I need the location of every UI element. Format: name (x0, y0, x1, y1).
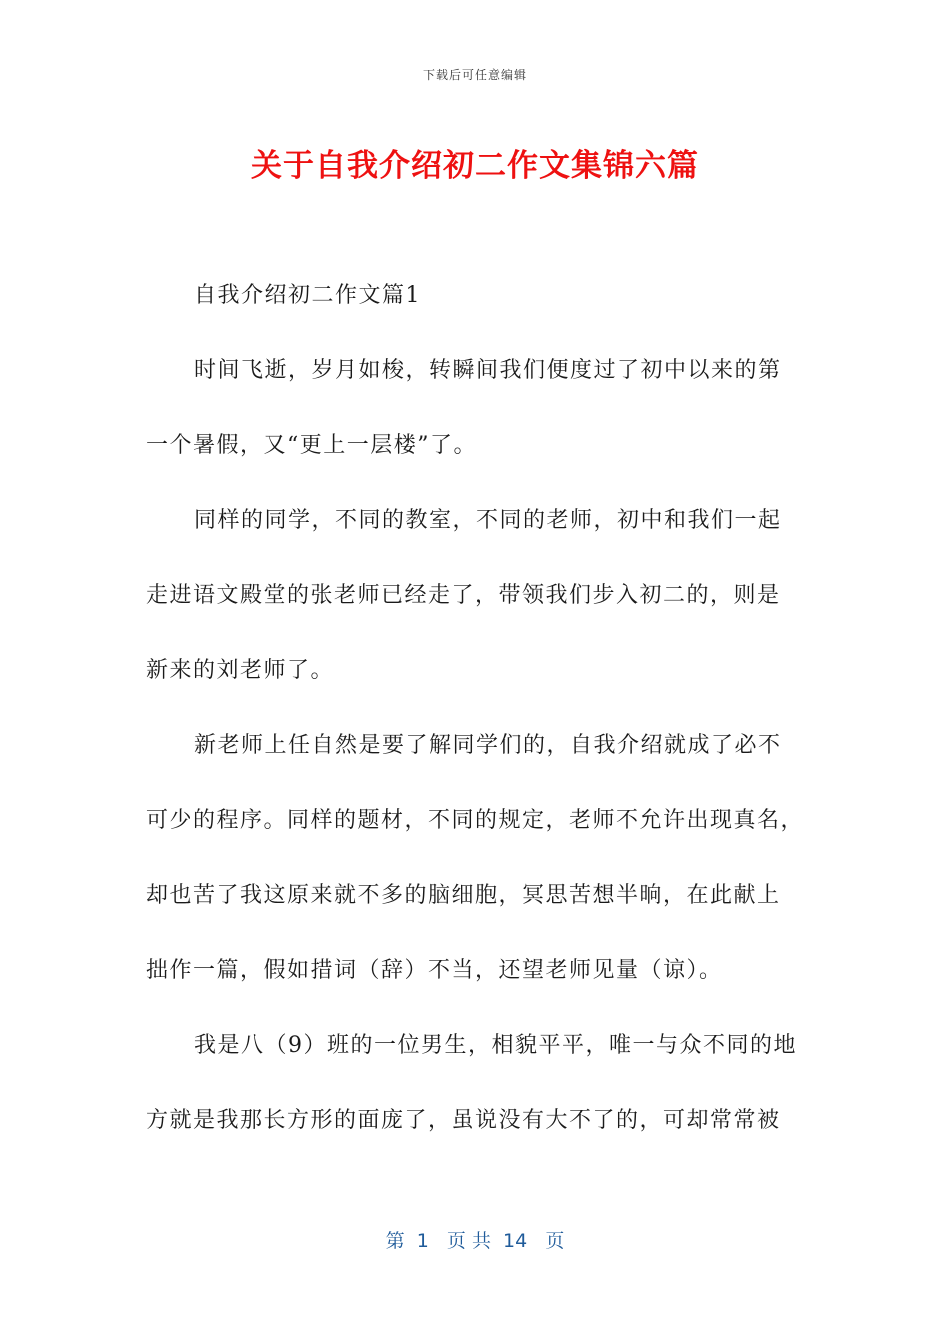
paragraph-line: 方就是我那长方形的面庞了，虽说没有大不了的，可却常常被 (146, 1108, 781, 1133)
paragraph-line: 可少的程序。同样的题材，不同的规定，老师不允许出现真名， (146, 808, 805, 833)
paragraph-line: 却也苦了我这原来就不多的脑细胞，冥思苦想半晌，在此献上 (146, 883, 781, 908)
paragraph-line: 走进语文殿堂的张老师已经走了，带领我们步入初二的，则是 (146, 583, 781, 608)
paragraph-line: 新来的刘老师了。 (146, 658, 335, 683)
header-note: 下载后可任意编辑 (422, 68, 527, 82)
paragraph-line: 时间飞逝，岁月如梭，转瞬间我们便度过了初中以来的第 (194, 358, 782, 383)
paragraph-line: 拙作一篇，假如措词（辞）不当，还望老师见量（谅）。 (146, 958, 723, 983)
page-footer: 第 1 页 共 14 页 (385, 1230, 565, 1252)
document-body (146, 276, 806, 1176)
section-heading: 自我介绍初二作文篇1 (194, 283, 421, 308)
paragraph-line: 新老师上任自然是要了解同学们的，自我介绍就成了必不 (194, 733, 782, 758)
document-title: 关于自我介绍初二作文集锦六篇 (251, 148, 699, 184)
paragraph-line: 一个暑假，又“更上一层楼”了。 (146, 433, 477, 458)
paragraph-line: 同样的同学，不同的教室，不同的老师，初中和我们一起 (194, 508, 782, 533)
paragraph-line: 我是八（9）班的一位男生，相貌平平，唯一与众不同的地 (194, 1033, 797, 1058)
